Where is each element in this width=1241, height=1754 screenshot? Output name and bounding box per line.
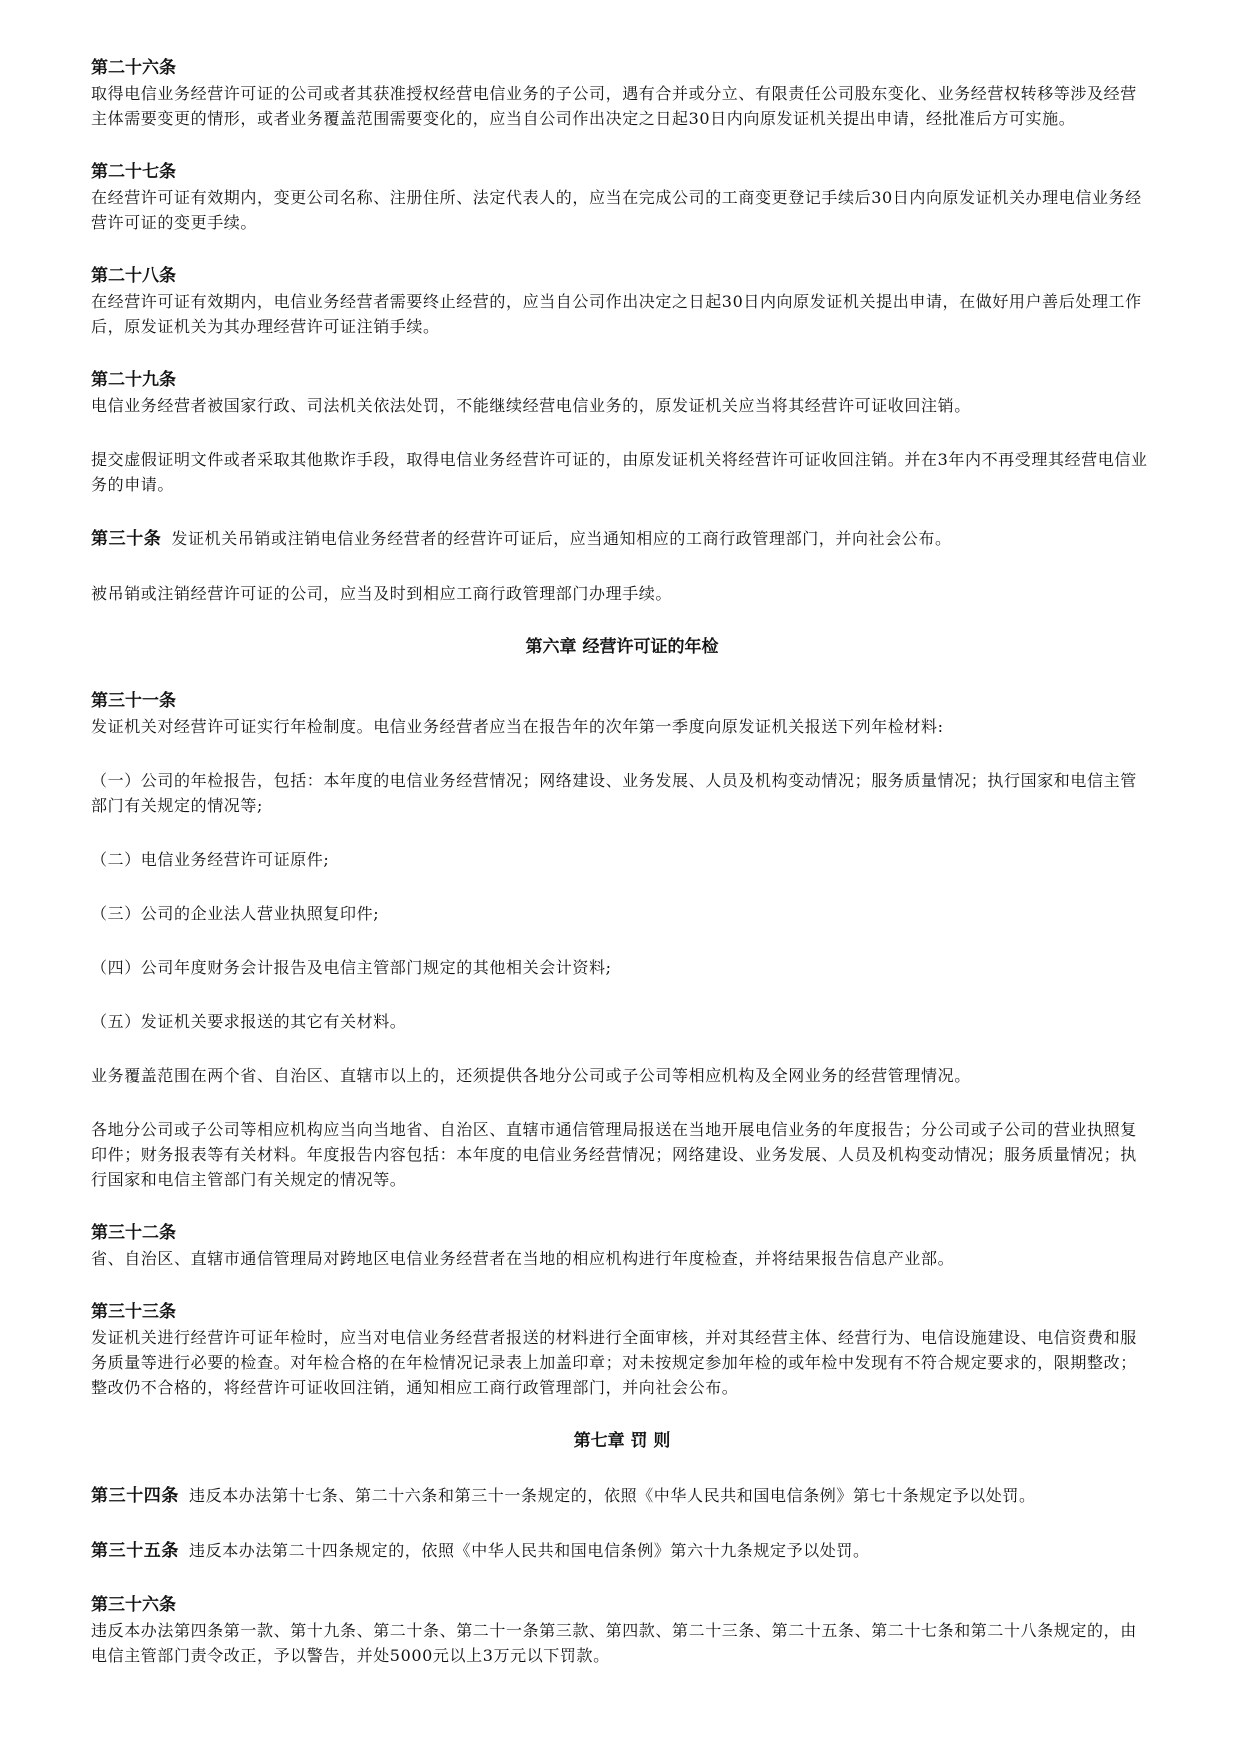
article-36-title: 第三十六条 bbox=[91, 1595, 176, 1615]
article-33-body: 发证机关进行经营许可证年检时，应当对电信业务经营者报送的材料进行全面审核，并对其经营主体、经营行为、电信设施建设、电信资费和服务质量等进行必要的检查。对年检合格的在年检情况记录表上加盖印章；对未按规定参加年检的或年检中发现有不符合规定要求的，限期整改；整改仍不合格的，将经营许可证收回注销，通知相应工商行政管理部门，并向社会公布。 bbox=[91, 1328, 1137, 1397]
document-page bbox=[91, 56, 1153, 1697]
article-27-title: 第二十七条 bbox=[91, 162, 176, 182]
article-35-title: 第三十五条 bbox=[91, 1541, 179, 1561]
article-31 bbox=[91, 689, 1153, 739]
article-28-title: 第二十八条 bbox=[91, 266, 176, 286]
article-29-paragraph-2: 提交虚假证明文件或者采取其他欺诈手段，取得电信业务经营许可证的，由原发证机关将经营许可证收回注销。并在3年内不再受理其经营电信业务的申请。 bbox=[91, 450, 1148, 494]
article-29-body: 电信业务经营者被国家行政、司法机关依法处罚，不能继续经营电信业务的，原发证机关应当将其经营许可证收回注销。 bbox=[91, 396, 971, 415]
article-26 bbox=[91, 56, 1153, 131]
article-28 bbox=[91, 264, 1153, 339]
article-31-item-1: （一）公司的年检报告，包括：本年度的电信业务经营情况；网络建设、业务发展、人员及机构变动情况；服务质量情况；执行国家和电信主管部门有关规定的情况等; bbox=[91, 771, 1137, 815]
article-34-body: 违反本办法第十七条、第二十六条和第三十一条规定的，依照《中华人民共和国电信条例》第七十条规定予以处罚。 bbox=[189, 1486, 1036, 1505]
article-31-body: 发证机关对经营许可证实行年检制度。电信业务经营者应当在报告年的次年第一季度向原发证机关报送下列年检材料: bbox=[91, 717, 944, 736]
article-33 bbox=[91, 1300, 1153, 1400]
article-36 bbox=[91, 1593, 1153, 1668]
article-35-body: 违反本办法第二十四条规定的，依照《中华人民共和国电信条例》第六十九条规定予以处罚。 bbox=[189, 1541, 870, 1560]
article-30-paragraph-2: 被吊销或注销经营许可证的公司，应当及时到相应工商行政管理部门办理手续。 bbox=[91, 584, 673, 603]
article-26-body: 取得电信业务经营许可证的公司或者其获准授权经营电信业务的子公司，遇有合并或分立、有限责任公司股东变化、业务经营权转移等涉及经营主体需要变更的情形，或者业务覆盖范围需要变化的，应当自公司作出决定之日起30日内向原发证机关提出申请，经批准后方可实施。 bbox=[91, 84, 1137, 128]
article-31-title: 第三十一条 bbox=[91, 691, 176, 711]
article-27 bbox=[91, 160, 1153, 235]
article-31-item-2: （二）电信业务经营许可证原件; bbox=[91, 850, 330, 869]
article-31-item-5: （五）发证机关要求报送的其它有关材料。 bbox=[91, 1012, 407, 1031]
article-26-title: 第二十六条 bbox=[91, 58, 176, 78]
article-27-body: 在经营许可证有效期内，变更公司名称、注册住所、法定代表人的，应当在完成公司的工商变更登记手续后30日内向原发证机关办理电信业务经营许可证的变更手续。 bbox=[91, 188, 1142, 232]
article-30 bbox=[91, 526, 1153, 552]
article-34-title: 第三十四条 bbox=[91, 1486, 179, 1506]
article-29-title: 第二十九条 bbox=[91, 370, 176, 390]
article-31-item-4: （四）公司年度财务会计报告及电信主管部门规定的其他相关会计资料; bbox=[91, 958, 612, 977]
article-32-title: 第三十二条 bbox=[91, 1223, 176, 1243]
article-31-item-3: （三）公司的企业法人营业执照复印件; bbox=[91, 904, 380, 923]
article-30-body: 发证机关吊销或注销电信业务经营者的经营许可证后，应当通知相应的工商行政管理部门，并向社会公布。 bbox=[171, 529, 952, 548]
article-36-body: 违反本办法第四条第一款、第十九条、第二十条、第二十一条第三款、第四款、第二十三条、第二十五条、第二十七条和第二十八条规定的，由电信主管部门责令改正，予以警告，并处5000元以上3万元以下罚款。 bbox=[91, 1621, 1137, 1665]
article-32 bbox=[91, 1221, 1153, 1271]
article-35 bbox=[91, 1538, 1153, 1564]
article-31-paragraph-3: 各地分公司或子公司等相应机构应当向当地省、自治区、直辖市通信管理局报送在当地开展电信业务的年度报告；分公司或子公司的营业执照复印件；财务报表等有关材料。年度报告内容包括：本年度的电信业务经营情况；网络建设、业务发展、人员及机构变动情况；服务质量情况；执行国家和电信主管部门有关规定的情况等。 bbox=[91, 1120, 1137, 1189]
chapter-7-heading: 第七章 罚 则 bbox=[573, 1431, 671, 1451]
article-32-body: 省、自治区、直辖市通信管理局对跨地区电信业务经营者在当地的相应机构进行年度检查，并将结果报告信息产业部。 bbox=[91, 1249, 955, 1268]
article-31-paragraph-2: 业务覆盖范围在两个省、自治区、直辖市以上的，还须提供各地分公司或子公司等相应机构及全网业务的经营管理情况。 bbox=[91, 1066, 971, 1085]
article-30-title: 第三十条 bbox=[91, 529, 162, 549]
article-28-body: 在经营许可证有效期内，电信业务经营者需要终止经营的，应当自公司作出决定之日起30日内向原发证机关提出申请，在做好用户善后处理工作后，原发证机关为其办理经营许可证注销手续。 bbox=[91, 292, 1142, 336]
chapter-6-heading: 第六章 经营许可证的年检 bbox=[525, 637, 719, 657]
article-34 bbox=[91, 1483, 1153, 1509]
article-33-title: 第三十三条 bbox=[91, 1302, 176, 1322]
article-29 bbox=[91, 368, 1153, 418]
